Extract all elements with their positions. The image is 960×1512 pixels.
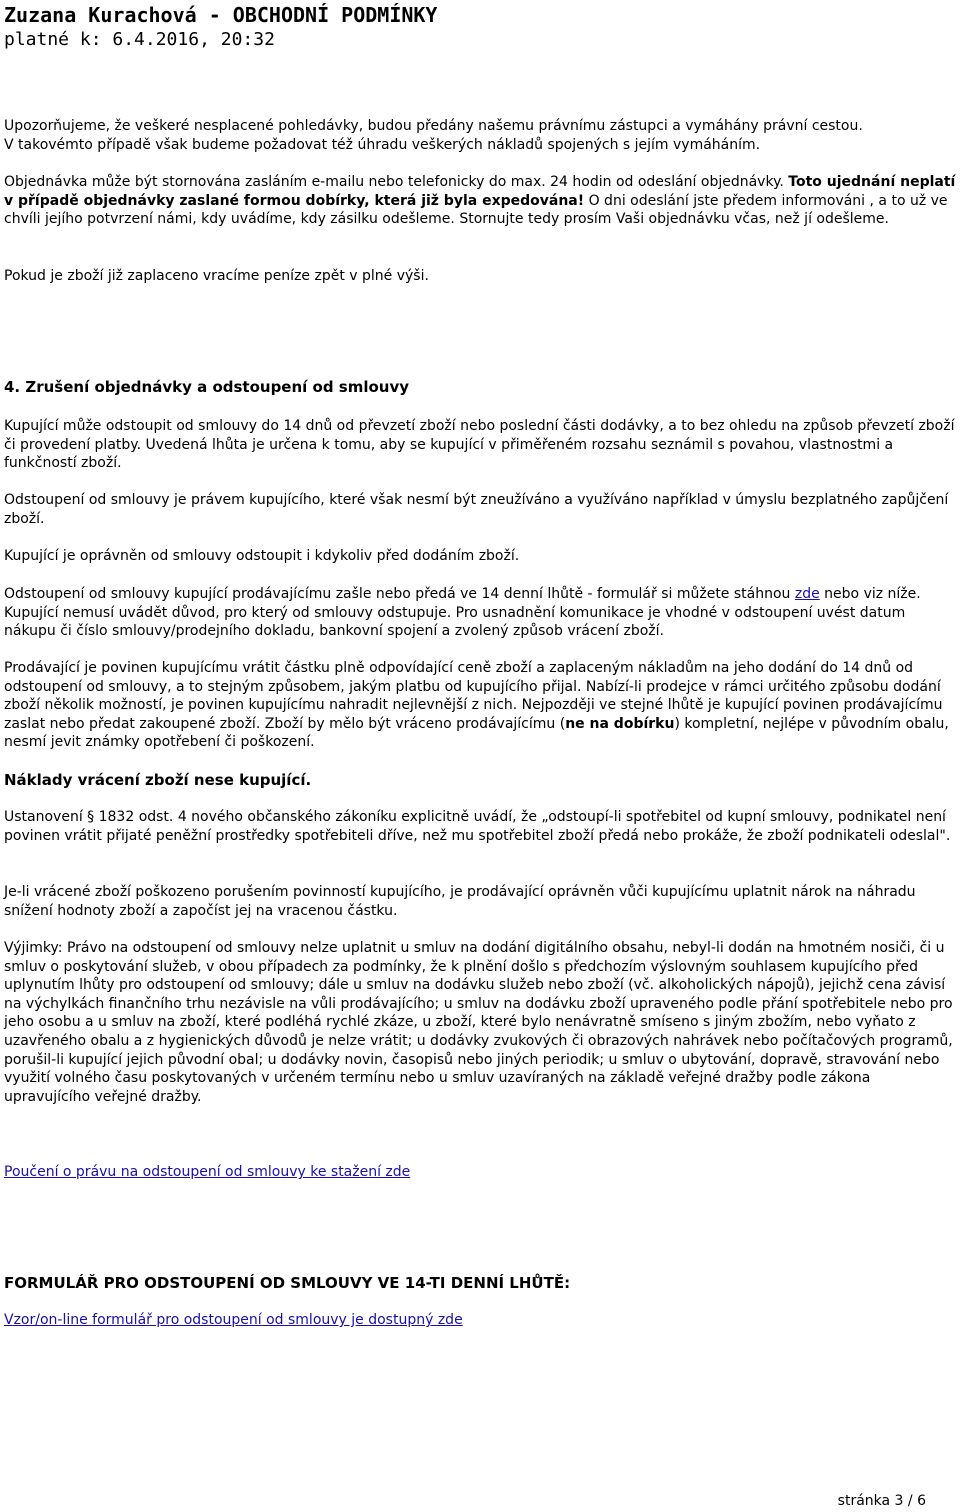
section-heading: 4. Zrušení objednávky a odstoupení od smlouvy <box>4 378 410 396</box>
paragraph-refund-terms <box>4 659 956 752</box>
paragraph-text: ) kompletní, nejlépe v původním obalu, nesmí jevit známky opotřebení či poškození. <box>4 715 949 751</box>
bold-costs-notice: Náklady vrácení zboží nese kupující. <box>4 771 312 789</box>
paragraph-line: Upozorňujeme, že veškeré nesplacené pohledávky, budou předány našemu právnímu zástupci a vymáhány právní cestou. <box>4 118 863 134</box>
bold-notice: Toto ujednání neplatí v případě objednávky zaslané formou dobírky, která již byla expedována! <box>4 174 956 209</box>
paragraph-cancellation <box>4 173 956 229</box>
paragraph-text: nebo viz níže. Kupující nemusí uvádět důvod, pro který od smlouvy odstupuje. Pro usnadnění komunikace je vhodné v odstoupení uvést datum nákupu či číslo smlouvy/prodejního dokladu, bankovní spojení a zvolený způsob vrácení zboží. <box>4 586 921 640</box>
online-form-link[interactable]: Vzor/on-line formulář pro odstoupení od smlouvy je dostupný zde <box>4 1312 463 1328</box>
paragraph-line: V takovémto případě však budeme požadovat též úhradu veškerých nákladů spojených s jejím vymáháním. <box>4 136 761 153</box>
paragraph: Odstoupení od smlouvy je právem kupujícího, které však nesmí být zneužíváno a využíváno například v úmyslu bezplatného zapůjčení zboží. <box>4 492 949 527</box>
paragraph-text: Odstoupení od smlouvy kupující prodávajícímu zašle nebo předá ve 14 denní lhůtě - formulář si můžete stáhnou <box>4 586 795 602</box>
instructions-download-link[interactable]: Poučení o právu na odstoupení od smlouvy ke stažení zde <box>4 1164 411 1180</box>
form-download-link[interactable]: zde <box>794 586 820 602</box>
paragraph: Kupující může odstoupit od smlouvy do 14 dnů od převzetí zboží nebo poslední části dodávky, a to bez ohledu na způsob převzetí zboží či provedení platby. Uvedená lhůta je určena k tomu, aby se kupující v přiměřeném rozsahu seznámil s povahou, vlastnostmi a funkčností zboží. <box>4 418 955 472</box>
paragraph: Je-li vrácené zboží poškozeno porušením povinností kupujícího, je prodávající oprávněn vůči kupujícímu uplatnit nárok na náhradu snížení hodnoty zboží a započíst jej na vracenou částku. <box>4 884 916 919</box>
paragraph: Kupující je oprávněn od smlouvy odstoupit i kdykoliv před dodáním zboží. <box>4 548 520 564</box>
paragraph-text: Prodávající je povinen kupujícímu vrátit částku plně odpovídající ceně zboží a zaplaceným nákladům na jeho dodání do 14 dnů od odstoupení od smlouvy, a to stejným způsobem, jakým platbu od kupujícího přijal. Nabízí-li prodejce v rámci určitého způsobu dodání zboží několik možností, je povinen kupujícímu nahradit nejlevnější z nich. Nejpozději ve stejné lhůtě je kupující povinen prodávajícímu zaslat nebo předat zakoupené zboží. Zboží by mělo být vráceno prodávajícímu ( <box>4 660 943 732</box>
page-header <box>4 2 437 52</box>
paragraph-text: O dni odeslání jste předem informováni , a to už ve chvíli jejího potvrzení námi, kdy uvádíme, kdy zásilku odešleme. Stornujte tedy prosím Vaši objednávku včas, než jí odešleme. <box>4 192 948 228</box>
bold-notice: ne na dobírku <box>565 715 675 732</box>
page-number: stránka 3 / 6 <box>837 1493 926 1509</box>
form-link-paragraph <box>4 1311 956 1330</box>
paragraph-withdrawal-form <box>4 585 956 641</box>
paragraph: Ustanovení § 1832 odst. 4 nového občanského zákoníku explicitně uvádí, že „odstoupí-li spotřebitel od kupní smlouvy, podnikatel není povinen vrátit přijaté peněžní prostředky spotřebiteli dříve, než mu spotřebitel zboží předá nebo prokáže, že zboží podnikateli odeslal". <box>4 809 951 844</box>
paragraph-collection-warning <box>4 117 956 154</box>
document-date: platné k: 6.4.2016, 20:32 <box>4 29 275 50</box>
document-title: Zuzana Kurachová - OBCHODNÍ PODMÍNKY <box>4 3 438 27</box>
paragraph-exceptions: Výjimky: Právo na odstoupení od smlouvy nelze uplatnit u smluv na dodání digitálního obsahu, nebyl-li dodán na hmotném nosiči, či u smluv o poskytování služeb, v obou případech za podmínky, že k plnění došlo s předchozím výslovným souhlasem kupujícího před uplynutím lhůty pro odstoupení od smlouvy; dále u smluv na dodávku služeb nebo zboží (vč. alkoholických nápojů), jejichž cena závisí na výchylkách finančního trhu nezávisle na vůli prodávajícího; u smluv na dodávku zboží upraveného podle přání spotřebitele nebo pro jeho osobu a u smluv na zboží, které podléhá rychlé zkáze, u zboží, které bylo nenávratně smíseno s jiným zbožím, nebo vyňato z uzavřeného obalu a z hygienických důvodů je nelze vrátit; u dodávky zvukových či obrazových nahrávek nebo počítačových programů, porušil-li kupující jejich původní obal; u dodávky novin, časopisů nebo jiných periodik; u smluv o ubytování, dopravě, stravování nebo využití volného času poskytovaných v určeném termínu nebo u smluv uzavíraných na základě veřejné dražby podle zákona upravujícího veřejné dražby. <box>4 940 953 1105</box>
paragraph-refund: Pokud je zboží již zaplaceno vracíme peníze zpět v plné výši. <box>4 268 429 284</box>
paragraph-text: Objednávka může být stornována zasláním e-mailu nebo telefonicky do max. 24 hodin od odeslání objednávky. <box>4 174 789 190</box>
form-heading: FORMULÁŘ PRO ODSTOUPENÍ OD SMLOUVY VE 14-TI DENNÍ LHŮTĚ: <box>4 1274 571 1292</box>
instructions-link-paragraph <box>4 1163 956 1182</box>
